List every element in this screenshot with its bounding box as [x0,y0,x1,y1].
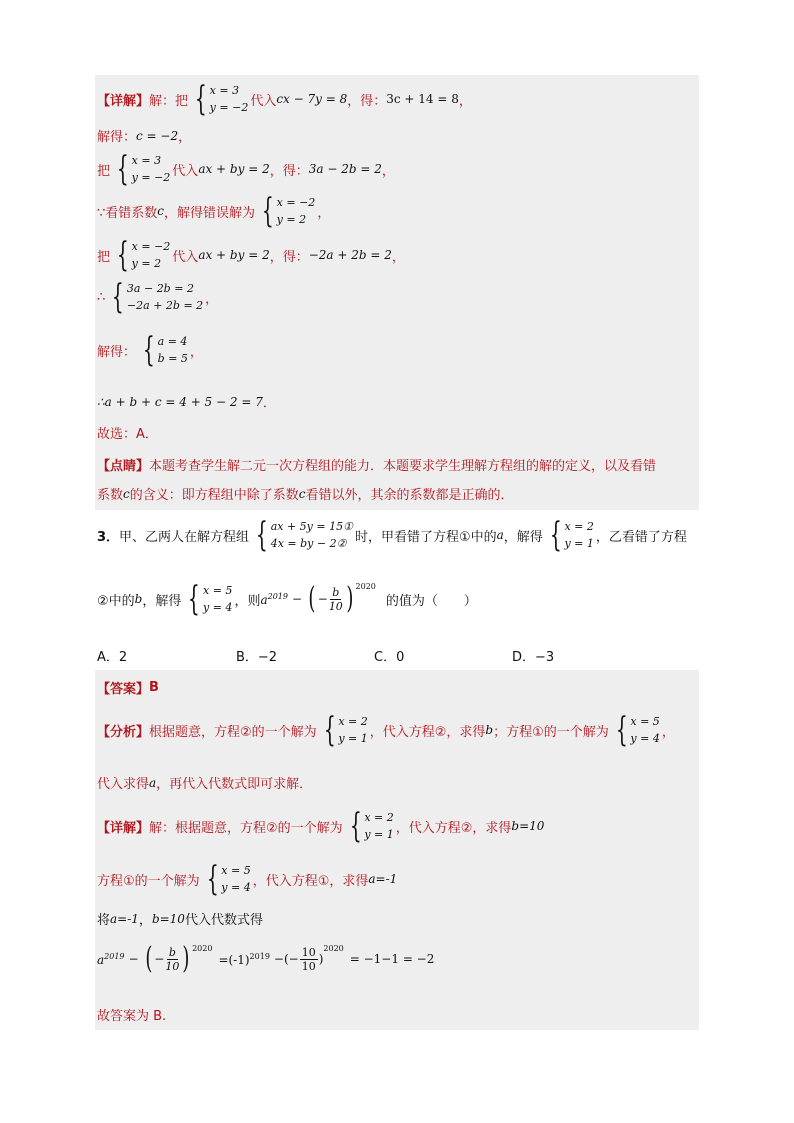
analysis-line-2: 代入求得 a ，再代入代数式即可求解． [97,775,313,792]
detail-line-3: 把 { x = 3 y = −2 代入 ax + by = 2 ，得： 3a − 2b = 2 ， [97,149,395,189]
equation-system: { x = 3 y = −2 [194,79,249,119]
equation-system: { x = −2 y = 2 [261,191,316,231]
comment-line-1: 【点睛】 本题考查学生解二元一次方程组的能力．本题要求学生理解方程组的解的定义，以及看错 [97,455,656,474]
detail-line-6: ∴ { 3a − 2b = 2 −2a + 2b = 2 ， [97,277,219,317]
conclusion-line: 故选：A． [97,427,158,442]
detail2-line-2: 方程①的一个解为 { x = 5 y = 4 ，代入方程①，求得 a=-1 [97,859,398,899]
detail-tag: 【详解】 [97,820,150,836]
analysis-tag: 【分析】 [97,724,150,740]
option-c[interactable]: C．0 [374,650,405,665]
fraction: $\frac{10}{10}$ [301,945,316,973]
detail-line-7: 解得： { a = 4 b = 5 ， [97,330,203,370]
equation-system: { x = −2 y = 2 [116,235,171,275]
answer-value: B [149,680,159,695]
detail-line-2: 解得： c = −2 ， [97,128,192,145]
detail2-line-1: 【详解】 解：根据题意，方程②的一个解为 { x = 2 y = 1 ，代入方程②，求得 b=10 [97,806,545,846]
analysis-line-1: 【分析】 根据题意，方程②的一个解为 { x = 2 y = 1 ，代入方程②，求得 b ；方程①的一个解为 { x = 5 y = 4 ， [97,710,675,750]
equation-system: { x = 5 y = 4 [615,710,660,750]
equation-system: { x = 5 y = 4 [206,859,251,899]
detail2-line-3: 将 a=-1 ， b=10 代入代数式得 [97,911,263,928]
detail-tag: 【详解】 [97,93,150,109]
equation-system: { x = 2 y = 1 [323,710,368,750]
question-number: 3． [97,529,120,545]
equation-system: { x = 3 y = −2 [116,149,171,189]
detail-line-5: 把 { x = −2 y = 2 代入 ax + by = 2 ，得： −2a + 2b = 2 ， [97,235,405,275]
detail-line-1: 【详解】 解：把 { x = 3 y = −2 代入 cx − 7y = 8 ，得： 3c + 14 = 8 ， [97,79,472,119]
equation-system: { ax + 5y = 15① 4x = by − 2② [255,515,353,555]
expression: $a^{2019}$ [260,591,288,607]
fraction: $\frac{b}{10}$ [328,585,343,613]
detail2-line-4: $a^{2019}$ − ( − $\frac{b}{10}$ ) $^{2020}$ $=(-1)^{2019}$ −(− $\frac{10}{10}$ ) $^{2020}$ = −1−1 = −2 [97,941,435,976]
question-3-line-2: ②中的 b ，解得 { x = 5 y = 4 ，则 $a^{2019}$ − ( − $\frac{b}{10}$ ) $^{2020}$ 的值为（ ） [97,579,477,619]
equation-system: { a = 4 b = 5 [142,330,188,370]
option-d[interactable]: D．−3 [512,650,555,665]
equation-system: { 3a − 2b = 2 −2a + 2b = 2 [112,277,204,317]
comment-line-2: 系数 c 的含义：即方程组中除了系数 c 看错以外，其余的系数都是正确的． [97,486,514,503]
equation-system: { x = 2 y = 1 [349,806,394,846]
comment-tag: 【点睛】 [97,459,150,474]
detail-line-8: ∴a + b + c = 4 + 5 − 2 = 7 ． [97,394,276,411]
equation-system: { x = 2 y = 1 [549,515,594,555]
equation-system: { x = 5 y = 4 [188,579,233,619]
answer-line [97,678,159,697]
option-b[interactable]: B．−2 [236,650,278,665]
final-answer-line: 故答案为 B. [97,1009,167,1024]
answer-tag: 【答案】 [97,682,150,697]
option-a[interactable]: A．2 [97,650,128,665]
detail-line-4: ∵看错系数 c ，解得错误解为 { x = −2 y = 2 ， [97,191,331,231]
question-3-line-1: 3． 甲、乙两人在解方程组 { ax + 5y = 15① 4x = by − 2② 时，甲看错了方程①中的 a ，解得 { x = 2 y = 1 ，乙看错了方程 [97,515,687,555]
fraction: $\frac{b}{10}$ [165,945,180,973]
